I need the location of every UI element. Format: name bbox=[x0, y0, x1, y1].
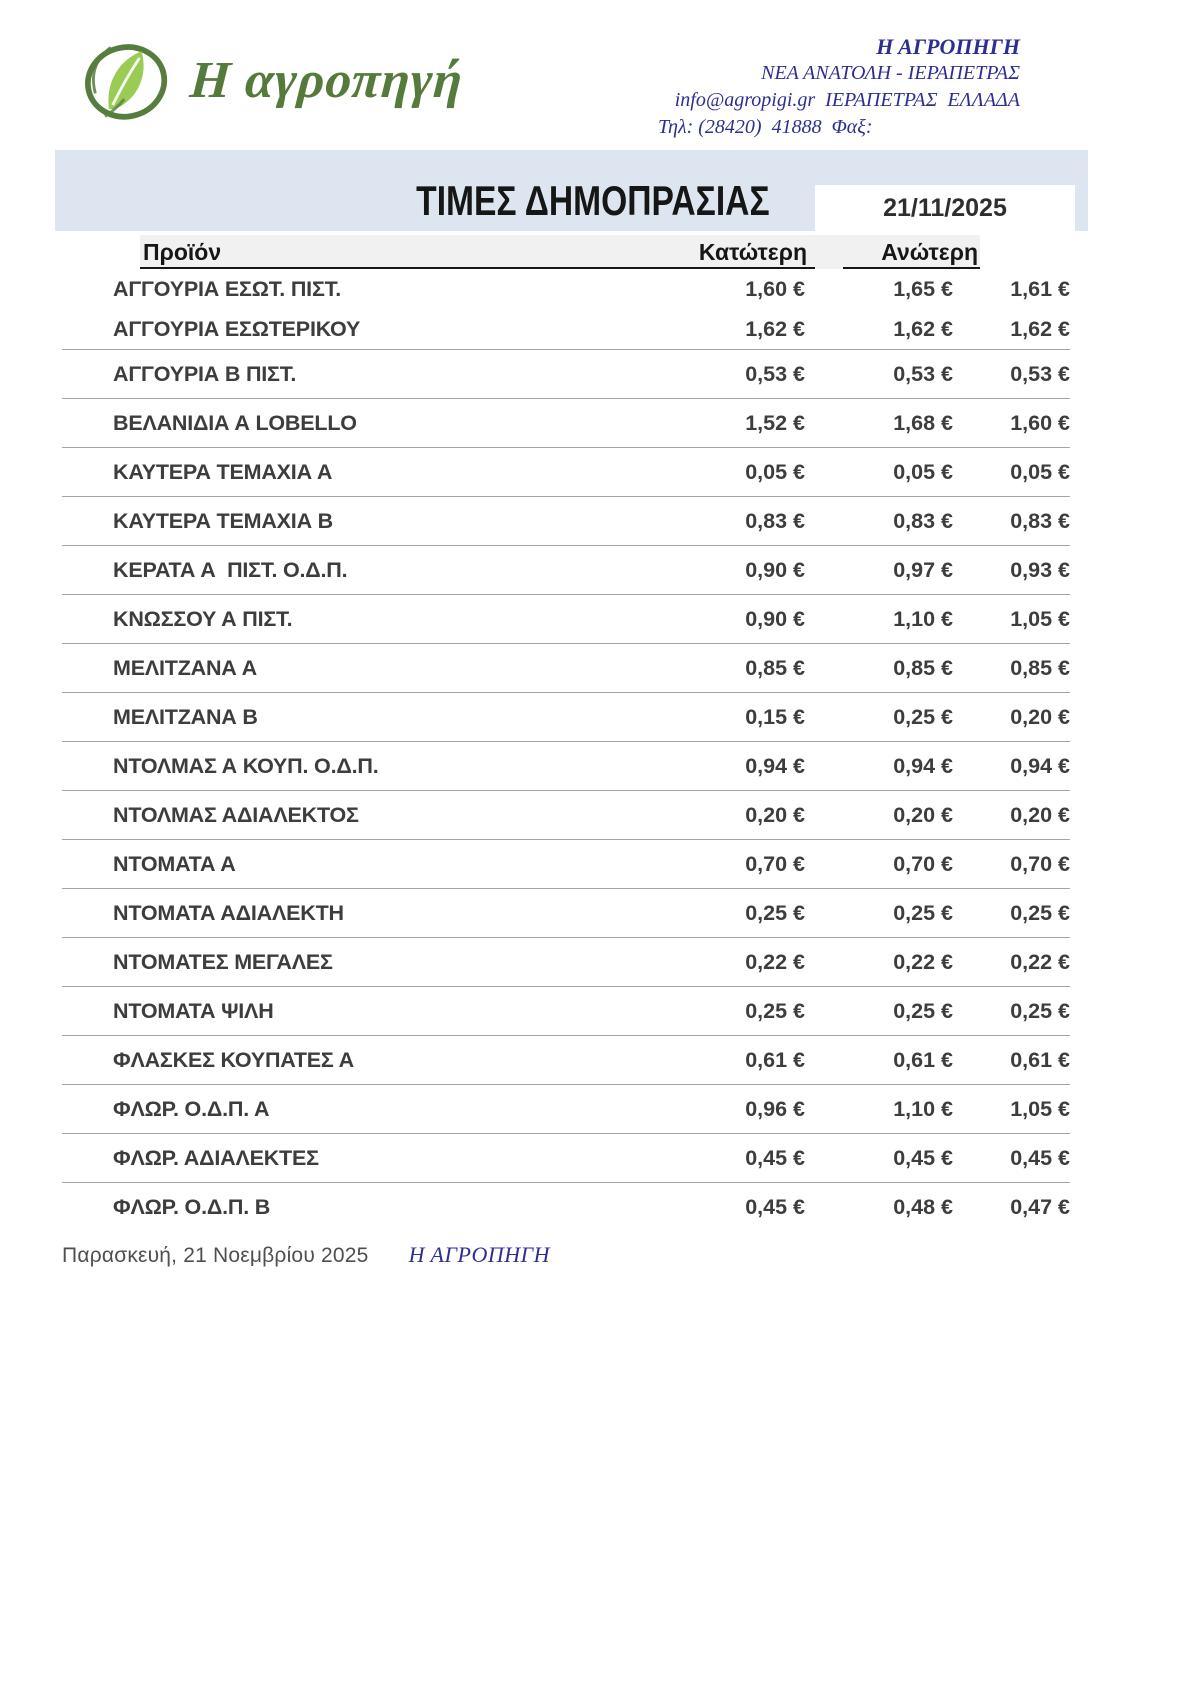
table-row bbox=[62, 1133, 1070, 1182]
price-avg: 0,45 € bbox=[1010, 1145, 1070, 1170]
product-name: ΝΤΟΜΑΤΑ ΨΙΛΗ bbox=[113, 998, 274, 1023]
product-name: ΚΝΩΣΣΟΥ Α ΠΙΣΤ. bbox=[113, 606, 293, 631]
price-avg: 0,25 € bbox=[1010, 998, 1070, 1023]
price-min: 0,90 € bbox=[745, 557, 805, 582]
table-row bbox=[62, 937, 1070, 986]
table-row bbox=[62, 594, 1070, 643]
product-name: ΦΛΑΣΚΕΣ ΚΟΥΠΑΤΕΣ Α bbox=[113, 1047, 354, 1072]
price-max: 0,22 € bbox=[893, 949, 953, 974]
price-max: 0,85 € bbox=[893, 655, 953, 680]
price-avg: 1,05 € bbox=[1010, 606, 1070, 631]
price-min: 0,85 € bbox=[745, 655, 805, 680]
table-row bbox=[62, 888, 1070, 937]
table-row bbox=[62, 692, 1070, 741]
table-row bbox=[62, 269, 1070, 309]
price-avg: 0,61 € bbox=[1010, 1047, 1070, 1072]
product-name: ΚΕΡΑΤΑ Α ΠΙΣΤ. Ο.Δ.Π. bbox=[113, 557, 348, 582]
price-max: 0,97 € bbox=[893, 557, 953, 582]
table-row bbox=[62, 790, 1070, 839]
price-avg: 0,25 € bbox=[1010, 900, 1070, 925]
price-min: 0,45 € bbox=[745, 1145, 805, 1170]
price-avg: 0,47 € bbox=[1010, 1194, 1070, 1219]
table-row bbox=[62, 643, 1070, 692]
price-avg: 0,22 € bbox=[1010, 949, 1070, 974]
price-min: 1,62 € bbox=[745, 316, 805, 341]
price-min: 0,45 € bbox=[745, 1194, 805, 1219]
company-phone-fax: Τηλ: (28420) 41888 Φαξ: bbox=[658, 116, 873, 138]
column-header-max: Ανώτερη bbox=[881, 239, 978, 265]
price-max: 1,68 € bbox=[893, 410, 953, 435]
product-name: ΚΑΥΤΕΡΑ ΤΕΜΑΧΙΑ Β bbox=[113, 508, 334, 533]
table-row bbox=[62, 496, 1070, 545]
report-date-box bbox=[815, 185, 1075, 231]
table-row bbox=[62, 741, 1070, 790]
price-min: 0,20 € bbox=[745, 802, 805, 827]
table-row bbox=[62, 447, 1070, 496]
price-avg: 0,05 € bbox=[1010, 459, 1070, 484]
company-name: Η ΑΓΡΟΠΗΓΗ bbox=[876, 34, 1020, 59]
logo-brand-text: Η αγροπηγή bbox=[188, 51, 465, 109]
price-avg: 0,53 € bbox=[1010, 361, 1070, 386]
price-min: 1,60 € bbox=[745, 276, 805, 301]
price-avg: 0,20 € bbox=[1010, 704, 1070, 729]
price-min: 0,53 € bbox=[745, 361, 805, 386]
company-info-block bbox=[658, 33, 1020, 141]
footer-date: Παρασκευή, 21 Νοεμβρίου 2025 bbox=[62, 1244, 369, 1267]
product-name: ΒΕΛΑΝΙΔΙΑ Α LOBELLO bbox=[113, 410, 357, 435]
table-row bbox=[62, 986, 1070, 1035]
page-footer bbox=[62, 1242, 550, 1268]
price-max: 0,70 € bbox=[893, 851, 953, 876]
price-max: 0,61 € bbox=[893, 1047, 953, 1072]
table-header-row bbox=[62, 235, 1070, 269]
price-max: 1,10 € bbox=[893, 606, 953, 631]
product-name: ΝΤΟΛΜΑΣ Α ΚΟΥΠ. Ο.Δ.Π. bbox=[113, 753, 379, 778]
product-name: ΜΕΛΙΤΖΑΝΑ Α bbox=[113, 655, 257, 680]
table-row bbox=[62, 1084, 1070, 1133]
price-max: 0,48 € bbox=[893, 1194, 953, 1219]
price-max: 0,05 € bbox=[893, 459, 953, 484]
product-name: ΑΓΓΟΥΡΙΑ ΕΣΩΤ. ΠΙΣΤ. bbox=[113, 276, 341, 301]
price-min: 0,90 € bbox=[745, 606, 805, 631]
price-min: 0,05 € bbox=[745, 459, 805, 484]
price-max: 1,62 € bbox=[893, 316, 953, 341]
price-max: 0,25 € bbox=[893, 704, 953, 729]
report-date: 21/11/2025 bbox=[883, 193, 1007, 222]
product-name: ΝΤΟΜΑΤΑ ΑΔΙΑΛΕΚΤΗ bbox=[113, 900, 344, 925]
table-row bbox=[62, 1035, 1070, 1084]
price-max: 0,53 € bbox=[893, 361, 953, 386]
price-avg: 0,70 € bbox=[1010, 851, 1070, 876]
price-table bbox=[62, 235, 1070, 1231]
price-min: 0,94 € bbox=[745, 753, 805, 778]
price-min: 0,70 € bbox=[745, 851, 805, 876]
price-avg: 1,62 € bbox=[1010, 316, 1070, 341]
price-max: 0,83 € bbox=[893, 508, 953, 533]
price-min: 0,25 € bbox=[745, 900, 805, 925]
price-min: 0,22 € bbox=[745, 949, 805, 974]
product-name: ΑΓΓΟΥΡΙΑ Β ΠΙΣΤ. bbox=[113, 361, 297, 386]
product-name: ΦΛΩΡ. Ο.Δ.Π. Α bbox=[113, 1096, 270, 1121]
price-avg: 1,05 € bbox=[1010, 1096, 1070, 1121]
price-min: 1,52 € bbox=[745, 410, 805, 435]
product-name: ΜΕΛΙΤΖΑΝΑ Β bbox=[113, 704, 258, 729]
price-max: 0,94 € bbox=[893, 753, 953, 778]
product-name: ΝΤΟΛΜΑΣ ΑΔΙΑΛΕΚΤΟΣ bbox=[113, 802, 359, 827]
table-row bbox=[62, 545, 1070, 594]
table-row bbox=[62, 398, 1070, 447]
price-min: 0,15 € bbox=[745, 704, 805, 729]
price-min: 0,96 € bbox=[745, 1096, 805, 1121]
price-max: 0,20 € bbox=[893, 802, 953, 827]
table-row bbox=[62, 839, 1070, 888]
leaf-logo-icon bbox=[80, 32, 176, 128]
price-avg: 0,20 € bbox=[1010, 802, 1070, 827]
product-name: ΝΤΟΜΑΤΑ Α bbox=[113, 851, 236, 876]
column-header-product: Προϊόν bbox=[143, 239, 222, 265]
table-row bbox=[62, 309, 1070, 349]
price-avg: 0,93 € bbox=[1010, 557, 1070, 582]
price-avg: 0,83 € bbox=[1010, 508, 1070, 533]
price-min: 0,83 € bbox=[745, 508, 805, 533]
company-email-region: info@agropigi.gr ΙΕΡΑΠΕΤΡΑΣ ΕΛΛΑΔΑ bbox=[674, 89, 1020, 111]
price-avg: 0,94 € bbox=[1010, 753, 1070, 778]
price-avg: 1,61 € bbox=[1010, 276, 1070, 301]
product-name: ΝΤΟΜΑΤΕΣ ΜΕΓΑΛΕΣ bbox=[113, 949, 333, 974]
product-name: ΑΓΓΟΥΡΙΑ ΕΣΩΤΕΡΙΚΟΥ bbox=[113, 316, 361, 341]
page-title: ΤΙΜΕΣ ΔΗΜΟΠΡΑΣΙΑΣ bbox=[416, 177, 770, 224]
price-max: 0,25 € bbox=[893, 900, 953, 925]
table-row bbox=[62, 1182, 1070, 1231]
company-logo bbox=[80, 32, 463, 128]
price-avg: 0,85 € bbox=[1010, 655, 1070, 680]
price-min: 0,25 € bbox=[745, 998, 805, 1023]
footer-brand: Η ΑΓΡΟΠΗΓΗ bbox=[408, 1242, 551, 1267]
company-location: ΝΕΑ ΑΝΑΤΟΛΗ - ΙΕΡΑΠΕΤΡΑΣ bbox=[761, 62, 1020, 84]
price-min: 0,61 € bbox=[745, 1047, 805, 1072]
price-max: 0,25 € bbox=[893, 998, 953, 1023]
product-name: ΦΛΩΡ. Ο.Δ.Π. Β bbox=[113, 1194, 271, 1219]
product-name: ΚΑΥΤΕΡΑ ΤΕΜΑΧΙΑ Α bbox=[113, 459, 333, 484]
column-header-min: Κατώτερη bbox=[698, 239, 807, 265]
product-name: ΦΛΩΡ. ΑΔΙΑΛΕΚΤΕΣ bbox=[113, 1145, 319, 1170]
price-max: 1,65 € bbox=[893, 276, 953, 301]
table-row bbox=[62, 349, 1070, 398]
price-max: 0,45 € bbox=[893, 1145, 953, 1170]
price-avg: 1,60 € bbox=[1010, 410, 1070, 435]
table-body bbox=[62, 269, 1070, 1231]
title-banner bbox=[55, 150, 1088, 231]
price-max: 1,10 € bbox=[893, 1096, 953, 1121]
